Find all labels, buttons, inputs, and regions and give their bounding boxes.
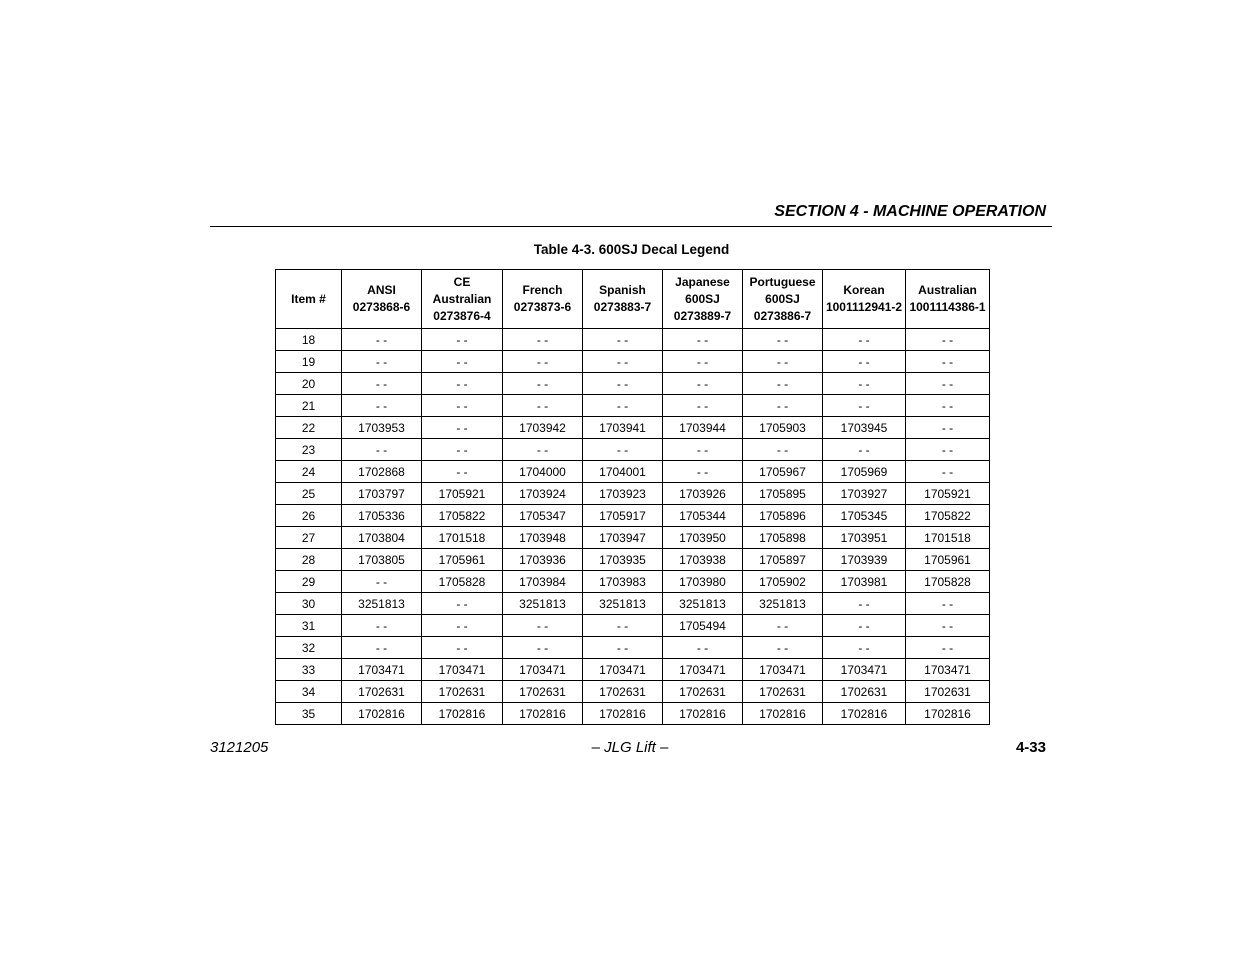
part-number-cell: - - (906, 461, 990, 483)
part-number-cell: 1703935 (583, 549, 663, 571)
part-number-cell: 1705902 (743, 571, 823, 593)
part-number-cell: 1702631 (342, 681, 422, 703)
part-number-cell: 3251813 (663, 593, 743, 615)
column-header (823, 270, 906, 329)
part-number-cell: - - (342, 329, 422, 351)
item-number-cell: 19 (276, 351, 342, 373)
part-number-cell: - - (743, 439, 823, 461)
column-header-line: 1001114386-1 (909, 300, 986, 314)
part-number-cell: 3251813 (503, 593, 583, 615)
column-header-line: French (522, 283, 563, 297)
part-number-cell: - - (663, 351, 743, 373)
part-number-cell: 1705822 (906, 505, 990, 527)
part-number-cell: - - (342, 395, 422, 417)
part-number-cell: 1702631 (906, 681, 990, 703)
part-number-cell: 3251813 (583, 593, 663, 615)
part-number-cell: - - (422, 329, 503, 351)
column-header-line: 0273876-4 (433, 308, 491, 323)
part-number-cell: - - (663, 637, 743, 659)
table-row (276, 505, 990, 527)
item-number-cell: 31 (276, 615, 342, 637)
column-header-line: Japanese (675, 274, 730, 289)
part-number-cell: 1703950 (663, 527, 743, 549)
part-number-cell: - - (342, 571, 422, 593)
item-number-cell: 27 (276, 527, 342, 549)
item-number-cell: 22 (276, 417, 342, 439)
part-number-cell: - - (823, 615, 906, 637)
part-number-cell: - - (823, 593, 906, 615)
part-number-cell: 1703471 (583, 659, 663, 681)
part-number-cell: 1703942 (503, 417, 583, 439)
table-header (276, 270, 990, 329)
item-number-cell: 32 (276, 637, 342, 659)
item-number-cell: 21 (276, 395, 342, 417)
item-number-cell: 25 (276, 483, 342, 505)
column-header-line: ANSI (367, 283, 396, 297)
part-number-cell: 1703471 (743, 659, 823, 681)
part-number-cell: 1705969 (823, 461, 906, 483)
table-row (276, 681, 990, 703)
doc-number: 3121205 (210, 739, 269, 756)
column-header (906, 270, 990, 329)
decal-legend-table (275, 269, 990, 725)
part-number-cell: - - (422, 615, 503, 637)
part-number-cell: 1704000 (503, 461, 583, 483)
part-number-cell: - - (503, 395, 583, 417)
part-number-cell: - - (743, 351, 823, 373)
part-number-cell: - - (906, 439, 990, 461)
part-number-cell: - - (906, 593, 990, 615)
part-number-cell: 1705898 (743, 527, 823, 549)
part-number-cell: 1702631 (503, 681, 583, 703)
part-number-cell: 3251813 (743, 593, 823, 615)
column-header-line: 0273883-7 (593, 300, 652, 314)
part-number-cell: 1702816 (503, 703, 583, 725)
column-header (503, 270, 583, 329)
part-number-cell: - - (906, 417, 990, 439)
part-number-cell: - - (583, 439, 663, 461)
item-number-cell: 24 (276, 461, 342, 483)
column-header-line: Korean (843, 283, 885, 297)
part-number-cell: 1705903 (743, 417, 823, 439)
item-number-cell: 35 (276, 703, 342, 725)
table-row (276, 549, 990, 571)
part-number-cell: 1703948 (503, 527, 583, 549)
part-number-cell: 1703471 (342, 659, 422, 681)
part-number-cell: 1705921 (906, 483, 990, 505)
part-number-cell: - - (503, 351, 583, 373)
part-number-cell: - - (583, 373, 663, 395)
column-header-line: 0273868-6 (352, 300, 411, 314)
part-number-cell: 1703947 (583, 527, 663, 549)
item-number-cell: 33 (276, 659, 342, 681)
table-row (276, 615, 990, 637)
part-number-cell: 1703984 (503, 571, 583, 593)
part-number-cell: - - (743, 373, 823, 395)
part-number-cell: - - (823, 373, 906, 395)
column-header-line: Australian (918, 283, 977, 297)
part-number-cell: 1701518 (422, 527, 503, 549)
header-row (276, 270, 990, 329)
column-header (342, 270, 422, 329)
part-number-cell: - - (823, 351, 906, 373)
table-row (276, 483, 990, 505)
part-number-cell: - - (906, 395, 990, 417)
part-number-cell: 1705828 (422, 571, 503, 593)
part-number-cell: 1705822 (422, 505, 503, 527)
column-header (663, 270, 743, 329)
part-number-cell: - - (823, 329, 906, 351)
part-number-cell: - - (503, 329, 583, 351)
part-number-cell: 1702816 (743, 703, 823, 725)
part-number-cell: - - (422, 395, 503, 417)
part-number-cell: - - (663, 373, 743, 395)
part-number-cell: - - (663, 461, 743, 483)
table-row (276, 527, 990, 549)
part-number-cell: 1703471 (906, 659, 990, 681)
part-number-cell: 1703797 (342, 483, 422, 505)
part-number-cell: 1705494 (663, 615, 743, 637)
part-number-cell: 1705896 (743, 505, 823, 527)
part-number-cell: - - (422, 351, 503, 373)
part-number-cell: 1703981 (823, 571, 906, 593)
part-number-cell: - - (583, 351, 663, 373)
part-number-cell: 1703945 (823, 417, 906, 439)
part-number-cell: 1703471 (823, 659, 906, 681)
part-number-cell: - - (342, 373, 422, 395)
part-number-cell: 1702631 (422, 681, 503, 703)
part-number-cell: 1703926 (663, 483, 743, 505)
part-number-cell: 1703805 (342, 549, 422, 571)
column-header (743, 270, 823, 329)
footer-brand: – JLG Lift – (591, 739, 669, 756)
part-number-cell: 1705828 (906, 571, 990, 593)
item-number-cell: 26 (276, 505, 342, 527)
column-header-line: Portuguese (749, 274, 816, 289)
part-number-cell: - - (906, 373, 990, 395)
part-number-cell: - - (422, 461, 503, 483)
part-number-cell: - - (503, 439, 583, 461)
part-number-cell: - - (823, 439, 906, 461)
part-number-cell: 1703804 (342, 527, 422, 549)
part-number-cell: - - (503, 373, 583, 395)
part-number-cell: 1702816 (906, 703, 990, 725)
table-body (276, 329, 990, 725)
part-number-cell: 1703983 (583, 571, 663, 593)
part-number-cell: 1703471 (422, 659, 503, 681)
part-number-cell: - - (503, 615, 583, 637)
part-number-cell: 1703936 (503, 549, 583, 571)
part-number-cell: 1703938 (663, 549, 743, 571)
part-number-cell: 1701518 (906, 527, 990, 549)
header-rule (210, 226, 1052, 227)
part-number-cell: - - (743, 637, 823, 659)
part-number-cell: 1703944 (663, 417, 743, 439)
part-number-cell: 1702816 (823, 703, 906, 725)
part-number-cell: 1703939 (823, 549, 906, 571)
part-number-cell: 1705967 (743, 461, 823, 483)
part-number-cell: 1704001 (583, 461, 663, 483)
item-number-cell: 20 (276, 373, 342, 395)
part-number-cell: - - (583, 615, 663, 637)
part-number-cell: - - (583, 329, 663, 351)
table-title: Table 4-3. 600SJ Decal Legend (533, 242, 730, 257)
table-row (276, 461, 990, 483)
part-number-cell: 1705345 (823, 505, 906, 527)
part-number-cell: - - (906, 351, 990, 373)
column-header-line: Item # (291, 291, 326, 306)
part-number-cell: 1703471 (663, 659, 743, 681)
column-header-line: Spanish (599, 283, 646, 297)
part-number-cell: 1703953 (342, 417, 422, 439)
part-number-cell: 1703927 (823, 483, 906, 505)
part-number-cell: 1705961 (906, 549, 990, 571)
part-number-cell: 1705336 (342, 505, 422, 527)
part-number-cell: 1702631 (743, 681, 823, 703)
item-number-cell: 30 (276, 593, 342, 615)
item-number-cell: 28 (276, 549, 342, 571)
column-header-line: 1001112941-2 (825, 300, 903, 314)
part-number-cell: - - (906, 615, 990, 637)
part-number-cell: 1702631 (663, 681, 743, 703)
part-number-cell: 1702816 (583, 703, 663, 725)
part-number-cell: 1703924 (503, 483, 583, 505)
page-number: 4-33 (1015, 739, 1046, 756)
table-row (276, 439, 990, 461)
part-number-cell: - - (743, 615, 823, 637)
part-number-cell: 1702631 (583, 681, 663, 703)
table-row (276, 351, 990, 373)
part-number-cell: - - (743, 395, 823, 417)
part-number-cell: 1702816 (342, 703, 422, 725)
table-row (276, 395, 990, 417)
part-number-cell: 1705895 (743, 483, 823, 505)
part-number-cell: 1705897 (743, 549, 823, 571)
item-number-cell: 34 (276, 681, 342, 703)
item-number-cell: 23 (276, 439, 342, 461)
part-number-cell: 1705917 (583, 505, 663, 527)
part-number-cell: 1703471 (503, 659, 583, 681)
part-number-cell: - - (743, 329, 823, 351)
part-number-cell: 3251813 (342, 593, 422, 615)
table-row (276, 637, 990, 659)
part-number-cell: 1702631 (823, 681, 906, 703)
column-header (276, 270, 342, 329)
column-header-line: 0273886-7 (753, 308, 812, 323)
part-number-cell: 1703923 (583, 483, 663, 505)
table-row (276, 703, 990, 725)
part-number-cell: 1703941 (583, 417, 663, 439)
column-header-line: CE (453, 274, 471, 289)
part-number-cell: 1705347 (503, 505, 583, 527)
part-number-cell: - - (342, 637, 422, 659)
table-row (276, 373, 990, 395)
part-number-cell: 1702868 (342, 461, 422, 483)
part-number-cell: - - (342, 351, 422, 373)
part-number-cell: - - (823, 395, 906, 417)
part-number-cell: 1702816 (663, 703, 743, 725)
part-number-cell: 1703951 (823, 527, 906, 549)
part-number-cell: - - (422, 593, 503, 615)
part-number-cell: 1705961 (422, 549, 503, 571)
part-number-cell: 1702816 (422, 703, 503, 725)
column-header-line: Australian (432, 291, 492, 306)
table-row (276, 417, 990, 439)
table-row (276, 571, 990, 593)
table-row (276, 593, 990, 615)
column-header-line: 600SJ (765, 291, 800, 306)
item-number-cell: 29 (276, 571, 342, 593)
part-number-cell: 1705344 (663, 505, 743, 527)
part-number-cell: - - (906, 329, 990, 351)
part-number-cell: - - (906, 637, 990, 659)
part-number-cell: - - (583, 637, 663, 659)
part-number-cell: - - (342, 615, 422, 637)
part-number-cell: 1703980 (663, 571, 743, 593)
table-row (276, 659, 990, 681)
part-number-cell: - - (663, 329, 743, 351)
part-number-cell: - - (663, 439, 743, 461)
column-header-line: 0273889-7 (673, 308, 732, 323)
part-number-cell: - - (503, 637, 583, 659)
table-row (276, 329, 990, 351)
part-number-cell: - - (823, 637, 906, 659)
part-number-cell: - - (583, 395, 663, 417)
column-header-line: 0273873-6 (513, 300, 572, 314)
part-number-cell: - - (422, 417, 503, 439)
part-number-cell: - - (663, 395, 743, 417)
section-title: SECTION 4 - MACHINE OPERATION (774, 203, 1046, 220)
part-number-cell: - - (422, 439, 503, 461)
part-number-cell: - - (422, 637, 503, 659)
part-number-cell: 1705921 (422, 483, 503, 505)
column-header (422, 270, 503, 329)
item-number-cell: 18 (276, 329, 342, 351)
column-header (583, 270, 663, 329)
part-number-cell: - - (342, 439, 422, 461)
part-number-cell: - - (422, 373, 503, 395)
column-header-line: 600SJ (685, 291, 720, 306)
